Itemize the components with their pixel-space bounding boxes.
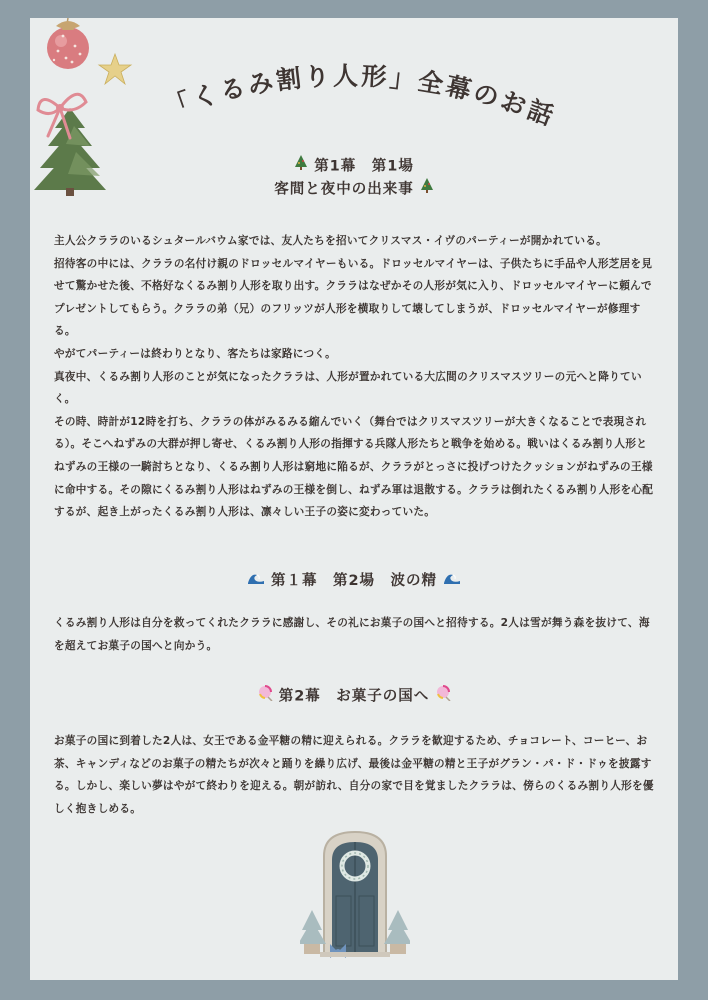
section-2-heading	[30, 570, 678, 592]
paragraph: 主人公クララのいるシュタールバウム家では、友人たちを招いてクリスマス・イヴのパーティーが開かれている。	[54, 235, 608, 247]
section-1-heading-line2: 客間と夜中の出来事	[274, 181, 414, 198]
christmas-door-illustration	[300, 826, 410, 958]
paragraph: やがてパーティーは終わりとなり、客たちは家路につく。	[54, 347, 336, 360]
wave-icon	[247, 570, 265, 592]
paragraph: 招待客の中には、クララの名付け親のドロッセルマイヤーもいる。ドロッセルマイヤーは、子供たちに手品や人形芝居を見せて驚かせた後、不格好なくるみ割り人形を取り出す。クララはなぜかその人形が気に入り、ドロッセルマイヤーに頼んでプレゼントしてもらう。クララの弟（兄）のフリッツが人形を横取りして壊してしまうが、ドロッセルマイヤーが修理する。	[54, 257, 653, 338]
section-2-heading-line1: 第１幕 第2場 波の精	[270, 573, 438, 589]
svg-text:「くるみ割り人形」全幕のお話	[161, 61, 559, 132]
section-1-body	[54, 230, 654, 524]
paragraph: その時、時計が12時を打ち、クララの体がみるみる縮んでいく（舞台ではクリスマスツリーが大きくなることで表現される）。そこへねずみの大群が押し寄せ、くるみ割り人形の指揮する兵隊人形たちと戦争を始める。戦いはくるみ割り人形とねずみの王様の一騎討ちとなり、くるみ割り人形は窮地に陥るが、クララがとっさに投げつけたクッションがねずみの王様に命中する。その隙にくるみ割り人形はねずみの王様を倒し、ねずみ軍は退散する。クララは倒れたくるみ割り人形を心配するが、起き上がったくるみ割り人形は、凛々しい王子の姿に変わっていた。	[54, 415, 654, 519]
section-1-heading	[30, 155, 678, 201]
page-title-text: 「くるみ割り人形」全幕のお話	[161, 61, 560, 132]
page-title	[30, 18, 678, 168]
christmas-tree-icon	[420, 178, 434, 201]
page	[30, 18, 678, 980]
paragraph: くるみ割り人形は自分を救ってくれたクララに感謝し、その礼にお菓子の国へと招待する。2人は雪が舞う森を抜けて、海を超えてお菓子の国へと向かう。	[54, 617, 650, 652]
wave-icon	[443, 570, 461, 592]
section-1-heading-line1: 第1幕 第1場	[314, 158, 414, 175]
paragraph: お菓子の国に到着した2人は、女王である金平糖の精に迎えられる。クララを歓迎するため、チョコレート、コーヒー、お茶、キャンディなどのお菓子の精たちが次々と踊りを繰り広げ、最後は金平糖の精と王子がグラン・パ・ド・ドゥを披露する。しかし、楽しい夢はやがて終わりを迎える。朝が訪れ、自分の家で目を覚ましたクララは、傍らのくるみ割り人形を優しく抱きしめる。	[54, 735, 654, 815]
section-3-heading	[30, 685, 678, 708]
section-3-heading-line1: 第2幕 お菓子の国へ	[278, 688, 430, 705]
christmas-tree-icon	[294, 155, 308, 178]
lollipop-icon	[435, 685, 451, 708]
section-2-body	[54, 612, 654, 657]
section-3-body	[54, 730, 654, 820]
paragraph: 真夜中、くるみ割り人形のことが気になったクララは、人形が置かれている大広間のクリスマスツリーの元へと降りていく。	[54, 370, 642, 406]
lollipop-icon	[257, 685, 273, 708]
